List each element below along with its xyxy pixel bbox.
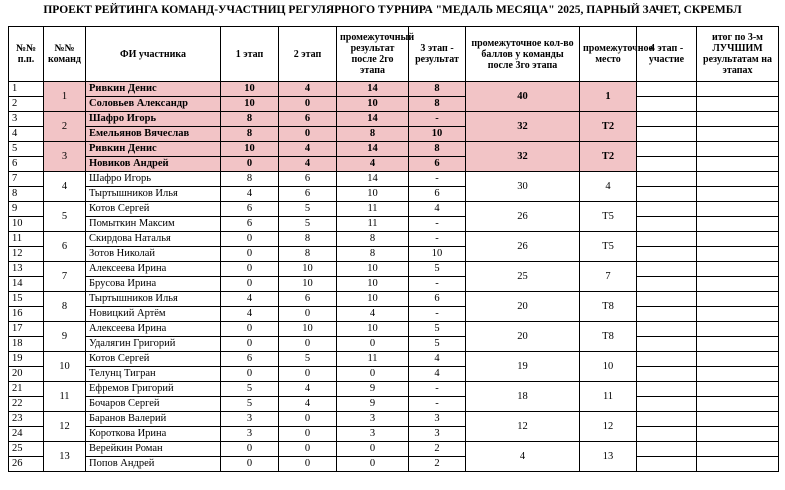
header-pp: №№ п.п. [9, 27, 44, 82]
team-place-cell: 13 [580, 442, 637, 472]
stage4-cell [637, 307, 697, 322]
stage4-cell [637, 382, 697, 397]
row-number-cell: 26 [9, 457, 44, 472]
participant-name-cell: Шафро Игорь [86, 172, 221, 187]
table-row [9, 202, 779, 217]
stage4-cell [637, 97, 697, 112]
stage3-cell: 3 [409, 412, 466, 427]
stage3-cell: 10 [409, 127, 466, 142]
stage2-cell: 5 [279, 202, 337, 217]
intermediate2-cell: 11 [337, 217, 409, 232]
stage2-cell: 6 [279, 292, 337, 307]
row-number-cell: 12 [9, 247, 44, 262]
header-total: итог по 3-м ЛУЧШИМ результатам на этапах [697, 27, 779, 82]
team-number-cell: 12 [44, 412, 86, 442]
stage1-cell: 5 [221, 382, 279, 397]
header-place: промежуточное место [580, 27, 637, 82]
stage1-cell: 3 [221, 412, 279, 427]
intermediate2-cell: 10 [337, 97, 409, 112]
row-number-cell: 17 [9, 322, 44, 337]
stage2-cell: 0 [279, 457, 337, 472]
participant-name-cell: Короткова Ирина [86, 427, 221, 442]
stage4-cell [637, 172, 697, 187]
table-row [9, 247, 779, 262]
stage1-cell: 0 [221, 367, 279, 382]
total-cell [697, 262, 779, 277]
total-cell [697, 127, 779, 142]
team-place-cell: 4 [580, 172, 637, 202]
participant-name-cell: Алексеева Ирина [86, 322, 221, 337]
stage1-cell: 4 [221, 292, 279, 307]
table-row [9, 412, 779, 427]
team-number-cell: 4 [44, 172, 86, 202]
stage2-cell: 10 [279, 262, 337, 277]
header-stage2: 2 этап [279, 27, 337, 82]
table-row [9, 127, 779, 142]
header-team: №№ команд [44, 27, 86, 82]
stage1-cell: 10 [221, 97, 279, 112]
stage3-cell: 6 [409, 292, 466, 307]
total-cell [697, 217, 779, 232]
stage2-cell: 0 [279, 307, 337, 322]
row-number-cell: 11 [9, 232, 44, 247]
stage4-cell [637, 232, 697, 247]
row-number-cell: 16 [9, 307, 44, 322]
stage3-cell: 6 [409, 157, 466, 172]
row-number-cell: 5 [9, 142, 44, 157]
participant-name-cell: Соловьев Александр [86, 97, 221, 112]
stage3-cell: 3 [409, 427, 466, 442]
team-points-cell: 19 [466, 352, 580, 382]
stage3-cell: 4 [409, 352, 466, 367]
participant-name-cell: Котов Сергей [86, 202, 221, 217]
intermediate2-cell: 0 [337, 367, 409, 382]
stage2-cell: 0 [279, 337, 337, 352]
stage1-cell: 8 [221, 127, 279, 142]
stage4-cell [637, 127, 697, 142]
header-stage1: 1 этап [221, 27, 279, 82]
intermediate2-cell: 0 [337, 457, 409, 472]
header-name: ФИ участника [86, 27, 221, 82]
team-points-cell: 18 [466, 382, 580, 412]
team-number-cell: 2 [44, 112, 86, 142]
team-place-cell: 12 [580, 412, 637, 442]
participant-name-cell: Брусова Ирина [86, 277, 221, 292]
stage2-cell: 4 [279, 82, 337, 97]
total-cell [697, 367, 779, 382]
intermediate2-cell: 8 [337, 247, 409, 262]
team-points-cell: 40 [466, 82, 580, 112]
team-points-cell: 26 [466, 202, 580, 232]
team-place-cell: Т2 [580, 112, 637, 142]
team-number-cell: 10 [44, 352, 86, 382]
table-row [9, 112, 779, 127]
team-points-cell: 20 [466, 322, 580, 352]
row-number-cell: 2 [9, 97, 44, 112]
stage1-cell: 8 [221, 112, 279, 127]
header-inter2: промежуточный результат после 2го этапа [337, 27, 409, 82]
row-number-cell: 21 [9, 382, 44, 397]
table-row [9, 157, 779, 172]
stage1-cell: 0 [221, 247, 279, 262]
total-cell [697, 157, 779, 172]
participant-name-cell: Зотов Николай [86, 247, 221, 262]
stage2-cell: 4 [279, 397, 337, 412]
total-cell [697, 412, 779, 427]
stage2-cell: 6 [279, 172, 337, 187]
total-cell [697, 397, 779, 412]
stage4-cell [637, 262, 697, 277]
table-row [9, 277, 779, 292]
total-cell [697, 82, 779, 97]
team-number-cell: 1 [44, 82, 86, 112]
participant-name-cell: Емельянов Вячеслав [86, 127, 221, 142]
table-row [9, 292, 779, 307]
intermediate2-cell: 3 [337, 412, 409, 427]
total-cell [697, 427, 779, 442]
team-number-cell: 3 [44, 142, 86, 172]
stage1-cell: 4 [221, 187, 279, 202]
table-row [9, 337, 779, 352]
team-points-cell: 20 [466, 292, 580, 322]
row-number-cell: 13 [9, 262, 44, 277]
team-points-cell: 4 [466, 442, 580, 472]
total-cell [697, 292, 779, 307]
table-row [9, 262, 779, 277]
stage4-cell [637, 217, 697, 232]
stage3-cell: - [409, 217, 466, 232]
stage3-cell: - [409, 397, 466, 412]
stage3-cell: 8 [409, 97, 466, 112]
row-number-cell: 23 [9, 412, 44, 427]
stage3-cell: - [409, 277, 466, 292]
intermediate2-cell: 9 [337, 382, 409, 397]
team-number-cell: 11 [44, 382, 86, 412]
team-number-cell: 13 [44, 442, 86, 472]
participant-name-cell: Помыткин Максим [86, 217, 221, 232]
stage3-cell: 4 [409, 202, 466, 217]
team-number-cell: 5 [44, 202, 86, 232]
stage2-cell: 5 [279, 217, 337, 232]
total-cell [697, 187, 779, 202]
intermediate2-cell: 10 [337, 262, 409, 277]
participant-name-cell: Баранов Валерий [86, 412, 221, 427]
intermediate2-cell: 10 [337, 187, 409, 202]
stage2-cell: 5 [279, 352, 337, 367]
stage1-cell: 0 [221, 262, 279, 277]
intermediate2-cell: 14 [337, 142, 409, 157]
table-row [9, 172, 779, 187]
stage1-cell: 4 [221, 307, 279, 322]
intermediate2-cell: 10 [337, 292, 409, 307]
participant-name-cell: Новиков Андрей [86, 157, 221, 172]
stage3-cell: 2 [409, 442, 466, 457]
table-body [9, 82, 779, 472]
intermediate2-cell: 14 [337, 172, 409, 187]
row-number-cell: 3 [9, 112, 44, 127]
row-number-cell: 6 [9, 157, 44, 172]
stage2-cell: 0 [279, 412, 337, 427]
team-place-cell: Т5 [580, 232, 637, 262]
intermediate2-cell: 9 [337, 397, 409, 412]
team-points-cell: 32 [466, 112, 580, 142]
stage3-cell: 8 [409, 82, 466, 97]
participant-name-cell: Алексеева Ирина [86, 262, 221, 277]
stage3-cell: 8 [409, 142, 466, 157]
total-cell [697, 307, 779, 322]
table-row [9, 307, 779, 322]
stage4-cell [637, 142, 697, 157]
stage1-cell: 10 [221, 142, 279, 157]
stage2-cell: 8 [279, 232, 337, 247]
stage4-cell [637, 277, 697, 292]
intermediate2-cell: 0 [337, 337, 409, 352]
row-number-cell: 10 [9, 217, 44, 232]
participant-name-cell: Ривкин Денис [86, 142, 221, 157]
stage2-cell: 0 [279, 97, 337, 112]
stage4-cell [637, 247, 697, 262]
total-cell [697, 97, 779, 112]
row-number-cell: 20 [9, 367, 44, 382]
row-number-cell: 24 [9, 427, 44, 442]
total-cell [697, 202, 779, 217]
stage4-cell [637, 292, 697, 307]
row-number-cell: 8 [9, 187, 44, 202]
stage2-cell: 8 [279, 247, 337, 262]
table-row [9, 442, 779, 457]
stage3-cell: 2 [409, 457, 466, 472]
row-number-cell: 22 [9, 397, 44, 412]
stage3-cell: 6 [409, 187, 466, 202]
stage4-cell [637, 82, 697, 97]
row-number-cell: 1 [9, 82, 44, 97]
stage1-cell: 0 [221, 337, 279, 352]
stage3-cell: 10 [409, 247, 466, 262]
intermediate2-cell: 4 [337, 157, 409, 172]
row-number-cell: 9 [9, 202, 44, 217]
stage2-cell: 0 [279, 442, 337, 457]
stage1-cell: 6 [221, 217, 279, 232]
participant-name-cell: Шафро Игорь [86, 112, 221, 127]
team-number-cell: 9 [44, 322, 86, 352]
total-cell [697, 337, 779, 352]
table-row [9, 142, 779, 157]
stage3-cell: 4 [409, 367, 466, 382]
intermediate2-cell: 4 [337, 307, 409, 322]
stage1-cell: 0 [221, 442, 279, 457]
stage4-cell [637, 337, 697, 352]
intermediate2-cell: 10 [337, 277, 409, 292]
team-place-cell: 1 [580, 82, 637, 112]
header-stage3: 3 этап - результат [409, 27, 466, 82]
participant-name-cell: Тыртышников Илья [86, 292, 221, 307]
stage1-cell: 8 [221, 172, 279, 187]
header-inter3: промежуточное кол-во баллов у команды после 3го этапа [466, 27, 580, 82]
stage4-cell [637, 397, 697, 412]
stage4-cell [637, 442, 697, 457]
stage4-cell [637, 112, 697, 127]
header-row [9, 27, 779, 82]
team-points-cell: 26 [466, 232, 580, 262]
intermediate2-cell: 3 [337, 427, 409, 442]
participant-name-cell: Ривкин Денис [86, 82, 221, 97]
team-place-cell: Т8 [580, 322, 637, 352]
stage2-cell: 10 [279, 277, 337, 292]
table-row [9, 97, 779, 112]
participant-name-cell: Бочаров Сергей [86, 397, 221, 412]
page-title: ПРОЕКТ РЕЙТИНГА КОМАНД-УЧАСТНИЦ РЕГУЛЯРНОГО ТУРНИРА "МЕДАЛЬ МЕСЯЦА" 2025, ПАРНЫЙ ЗАЧЕТ, СКРЕМБЛ [43, 4, 742, 16]
row-number-cell: 18 [9, 337, 44, 352]
table-row [9, 367, 779, 382]
team-points-cell: 12 [466, 412, 580, 442]
team-place-cell: 10 [580, 352, 637, 382]
total-cell [697, 352, 779, 367]
stage4-cell [637, 157, 697, 172]
total-cell [697, 442, 779, 457]
stage1-cell: 0 [221, 457, 279, 472]
intermediate2-cell: 10 [337, 322, 409, 337]
stage1-cell: 6 [221, 202, 279, 217]
intermediate2-cell: 8 [337, 127, 409, 142]
participant-name-cell: Ефремов Григорий [86, 382, 221, 397]
intermediate2-cell: 14 [337, 112, 409, 127]
total-cell [697, 382, 779, 397]
stage3-cell: 5 [409, 337, 466, 352]
table-row [9, 352, 779, 367]
table-row [9, 187, 779, 202]
stage2-cell: 6 [279, 187, 337, 202]
total-cell [697, 322, 779, 337]
stage3-cell: 5 [409, 322, 466, 337]
stage2-cell: 10 [279, 322, 337, 337]
stage2-cell: 4 [279, 382, 337, 397]
team-place-cell: Т2 [580, 142, 637, 172]
table-row [9, 382, 779, 397]
stage4-cell [637, 367, 697, 382]
stage4-cell [637, 322, 697, 337]
stage3-cell: - [409, 232, 466, 247]
participant-name-cell: Скирдова Наталья [86, 232, 221, 247]
participant-name-cell: Попов Андрей [86, 457, 221, 472]
intermediate2-cell: 11 [337, 352, 409, 367]
stage4-cell [637, 427, 697, 442]
total-cell [697, 277, 779, 292]
row-number-cell: 15 [9, 292, 44, 307]
team-number-cell: 7 [44, 262, 86, 292]
stage3-cell: - [409, 172, 466, 187]
intermediate2-cell: 14 [337, 82, 409, 97]
total-cell [697, 247, 779, 262]
stage4-cell [637, 457, 697, 472]
stage1-cell: 0 [221, 157, 279, 172]
stage3-cell: - [409, 112, 466, 127]
stage2-cell: 0 [279, 427, 337, 442]
table-row [9, 397, 779, 412]
stage1-cell: 0 [221, 322, 279, 337]
table-row [9, 322, 779, 337]
intermediate2-cell: 8 [337, 232, 409, 247]
team-place-cell: 11 [580, 382, 637, 412]
team-place-cell: Т5 [580, 202, 637, 232]
row-number-cell: 7 [9, 172, 44, 187]
team-place-cell: Т8 [580, 292, 637, 322]
header-stage4: 4 этап - участие [637, 27, 697, 82]
participant-name-cell: Котов Сергей [86, 352, 221, 367]
stage1-cell: 6 [221, 352, 279, 367]
participant-name-cell: Телунц Тигран [86, 367, 221, 382]
participant-name-cell: Новицкий Артём [86, 307, 221, 322]
team-points-cell: 25 [466, 262, 580, 292]
total-cell [697, 172, 779, 187]
table-row [9, 82, 779, 97]
team-points-cell: 30 [466, 172, 580, 202]
table-row [9, 217, 779, 232]
row-number-cell: 14 [9, 277, 44, 292]
table-row [9, 232, 779, 247]
stage2-cell: 6 [279, 112, 337, 127]
participant-name-cell: Тыртышников Илья [86, 187, 221, 202]
stage1-cell: 3 [221, 427, 279, 442]
team-place-cell: 7 [580, 262, 637, 292]
stage1-cell: 5 [221, 397, 279, 412]
stage2-cell: 4 [279, 157, 337, 172]
team-number-cell: 8 [44, 292, 86, 322]
team-points-cell: 32 [466, 142, 580, 172]
stage3-cell: - [409, 307, 466, 322]
stage3-cell: - [409, 382, 466, 397]
row-number-cell: 19 [9, 352, 44, 367]
table-row [9, 457, 779, 472]
stage4-cell [637, 187, 697, 202]
stage4-cell [637, 202, 697, 217]
rating-table [8, 26, 779, 472]
intermediate2-cell: 0 [337, 442, 409, 457]
table-row [9, 427, 779, 442]
total-cell [697, 112, 779, 127]
row-number-cell: 25 [9, 442, 44, 457]
stage2-cell: 4 [279, 142, 337, 157]
participant-name-cell: Удалягин Григорий [86, 337, 221, 352]
stage1-cell: 0 [221, 277, 279, 292]
stage2-cell: 0 [279, 127, 337, 142]
stage2-cell: 0 [279, 367, 337, 382]
stage4-cell [637, 412, 697, 427]
stage1-cell: 0 [221, 232, 279, 247]
total-cell [697, 142, 779, 157]
stage3-cell: 5 [409, 262, 466, 277]
total-cell [697, 232, 779, 247]
intermediate2-cell: 11 [337, 202, 409, 217]
team-number-cell: 6 [44, 232, 86, 262]
participant-name-cell: Верейкин Роман [86, 442, 221, 457]
stage1-cell: 10 [221, 82, 279, 97]
stage4-cell [637, 352, 697, 367]
total-cell [697, 457, 779, 472]
row-number-cell: 4 [9, 127, 44, 142]
